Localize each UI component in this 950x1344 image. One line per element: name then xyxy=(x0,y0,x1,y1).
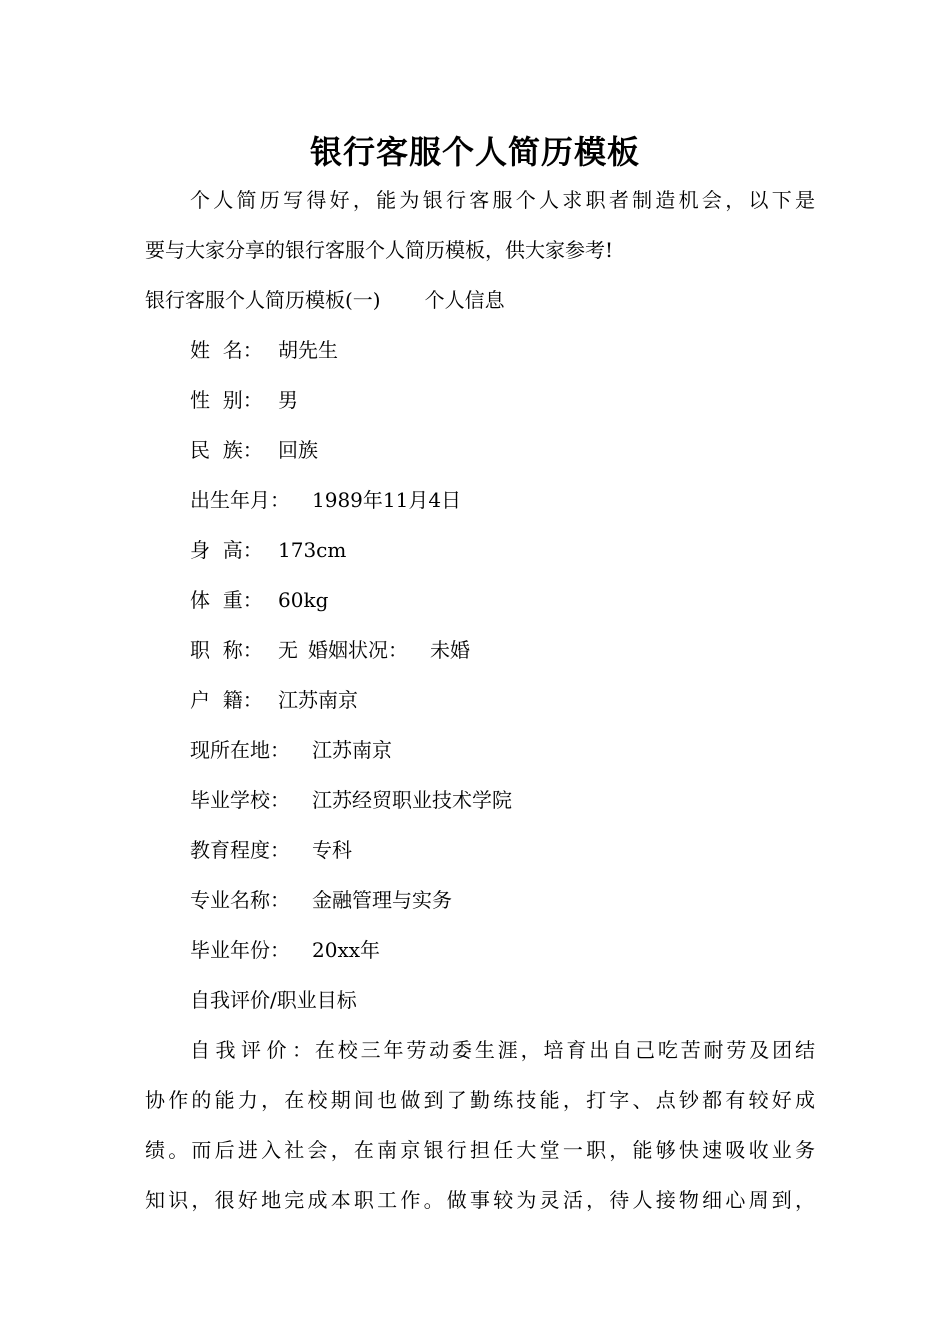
field-value: 金融管理与实务 xyxy=(312,888,452,912)
field-label: 毕业年份： xyxy=(190,938,290,962)
field-label: 专业名称： xyxy=(190,888,290,912)
field-label: 姓 名： xyxy=(190,338,263,362)
field-value: 江苏南京 xyxy=(278,688,358,712)
self-eval-line-1 xyxy=(190,1034,815,1066)
field-value: 1989年11月4日 xyxy=(312,488,462,512)
field-label: 毕业学校： xyxy=(190,788,290,812)
marital-status-label: 婚姻状况： xyxy=(308,638,408,662)
self-eval-line-4: 知识，很好地完成本职工作。做事较为灵活，待人接物细心周到， xyxy=(145,1188,815,1212)
field-row-birthdate xyxy=(190,484,815,516)
field-label: 身 高： xyxy=(190,538,263,562)
field-row-height xyxy=(190,534,815,566)
field-label: 户 籍： xyxy=(190,688,263,712)
field-row-education xyxy=(190,834,815,866)
field-row-name xyxy=(190,334,815,366)
self-eval-text: 在校三年劳动委生涯，培育出自己吃苦耐劳及团结 xyxy=(312,1038,815,1062)
self-eval-line-3: 绩。而后进入社会，在南京银行担任大堂一职，能够快速吸收业务 xyxy=(145,1138,815,1162)
field-value: 胡先生 xyxy=(278,338,338,362)
field-label: 教育程度： xyxy=(190,838,290,862)
field-value: 江苏经贸职业技术学院 xyxy=(312,788,512,812)
marital-status-value: 未婚 xyxy=(430,638,470,662)
field-row-title-marital xyxy=(190,634,815,666)
field-value: 无 xyxy=(278,638,298,662)
field-value: 20xx年 xyxy=(312,938,381,962)
field-row-graduation-year xyxy=(190,934,815,966)
field-row-weight xyxy=(190,584,815,616)
field-value: 专科 xyxy=(312,838,352,862)
field-row-ethnicity xyxy=(190,434,815,466)
intro-paragraph-line-2: 要与大家分享的银行客服个人简历模板，供大家参考! xyxy=(145,238,614,262)
self-eval-heading: 自我评价/职业目标 xyxy=(190,988,357,1012)
self-eval-label: 自我评价： xyxy=(190,1038,312,1062)
field-label: 体 重： xyxy=(190,588,263,612)
document-title: 银行客服个人简历模板 xyxy=(309,133,640,171)
field-label: 出生年月： xyxy=(190,488,290,512)
field-row-gender xyxy=(190,384,815,416)
field-row-household xyxy=(190,684,815,716)
self-eval-line-2: 协作的能力，在校期间也做到了勤练技能，打字、点钞都有较好成 xyxy=(145,1088,815,1112)
field-value: 回族 xyxy=(278,438,318,462)
field-row-school xyxy=(190,784,815,816)
field-value: 江苏南京 xyxy=(312,738,392,762)
field-value: 173cm xyxy=(278,538,347,562)
field-row-current-location xyxy=(190,734,815,766)
field-label: 职 称： xyxy=(190,638,263,662)
section-heading-line xyxy=(145,284,815,316)
intro-paragraph-line-1: 个人简历写得好，能为银行客服个人求职者制造机会，以下是 xyxy=(190,188,815,212)
field-row-major xyxy=(190,884,815,916)
field-value: 60kg xyxy=(278,588,329,612)
section-heading: 银行客服个人简历模板(一) xyxy=(145,288,381,312)
section-subheading: 个人信息 xyxy=(424,288,505,312)
field-value: 男 xyxy=(278,388,298,412)
field-label: 现所在地： xyxy=(190,738,290,762)
field-label: 性 别： xyxy=(190,388,263,412)
field-label: 民 族： xyxy=(190,438,263,462)
